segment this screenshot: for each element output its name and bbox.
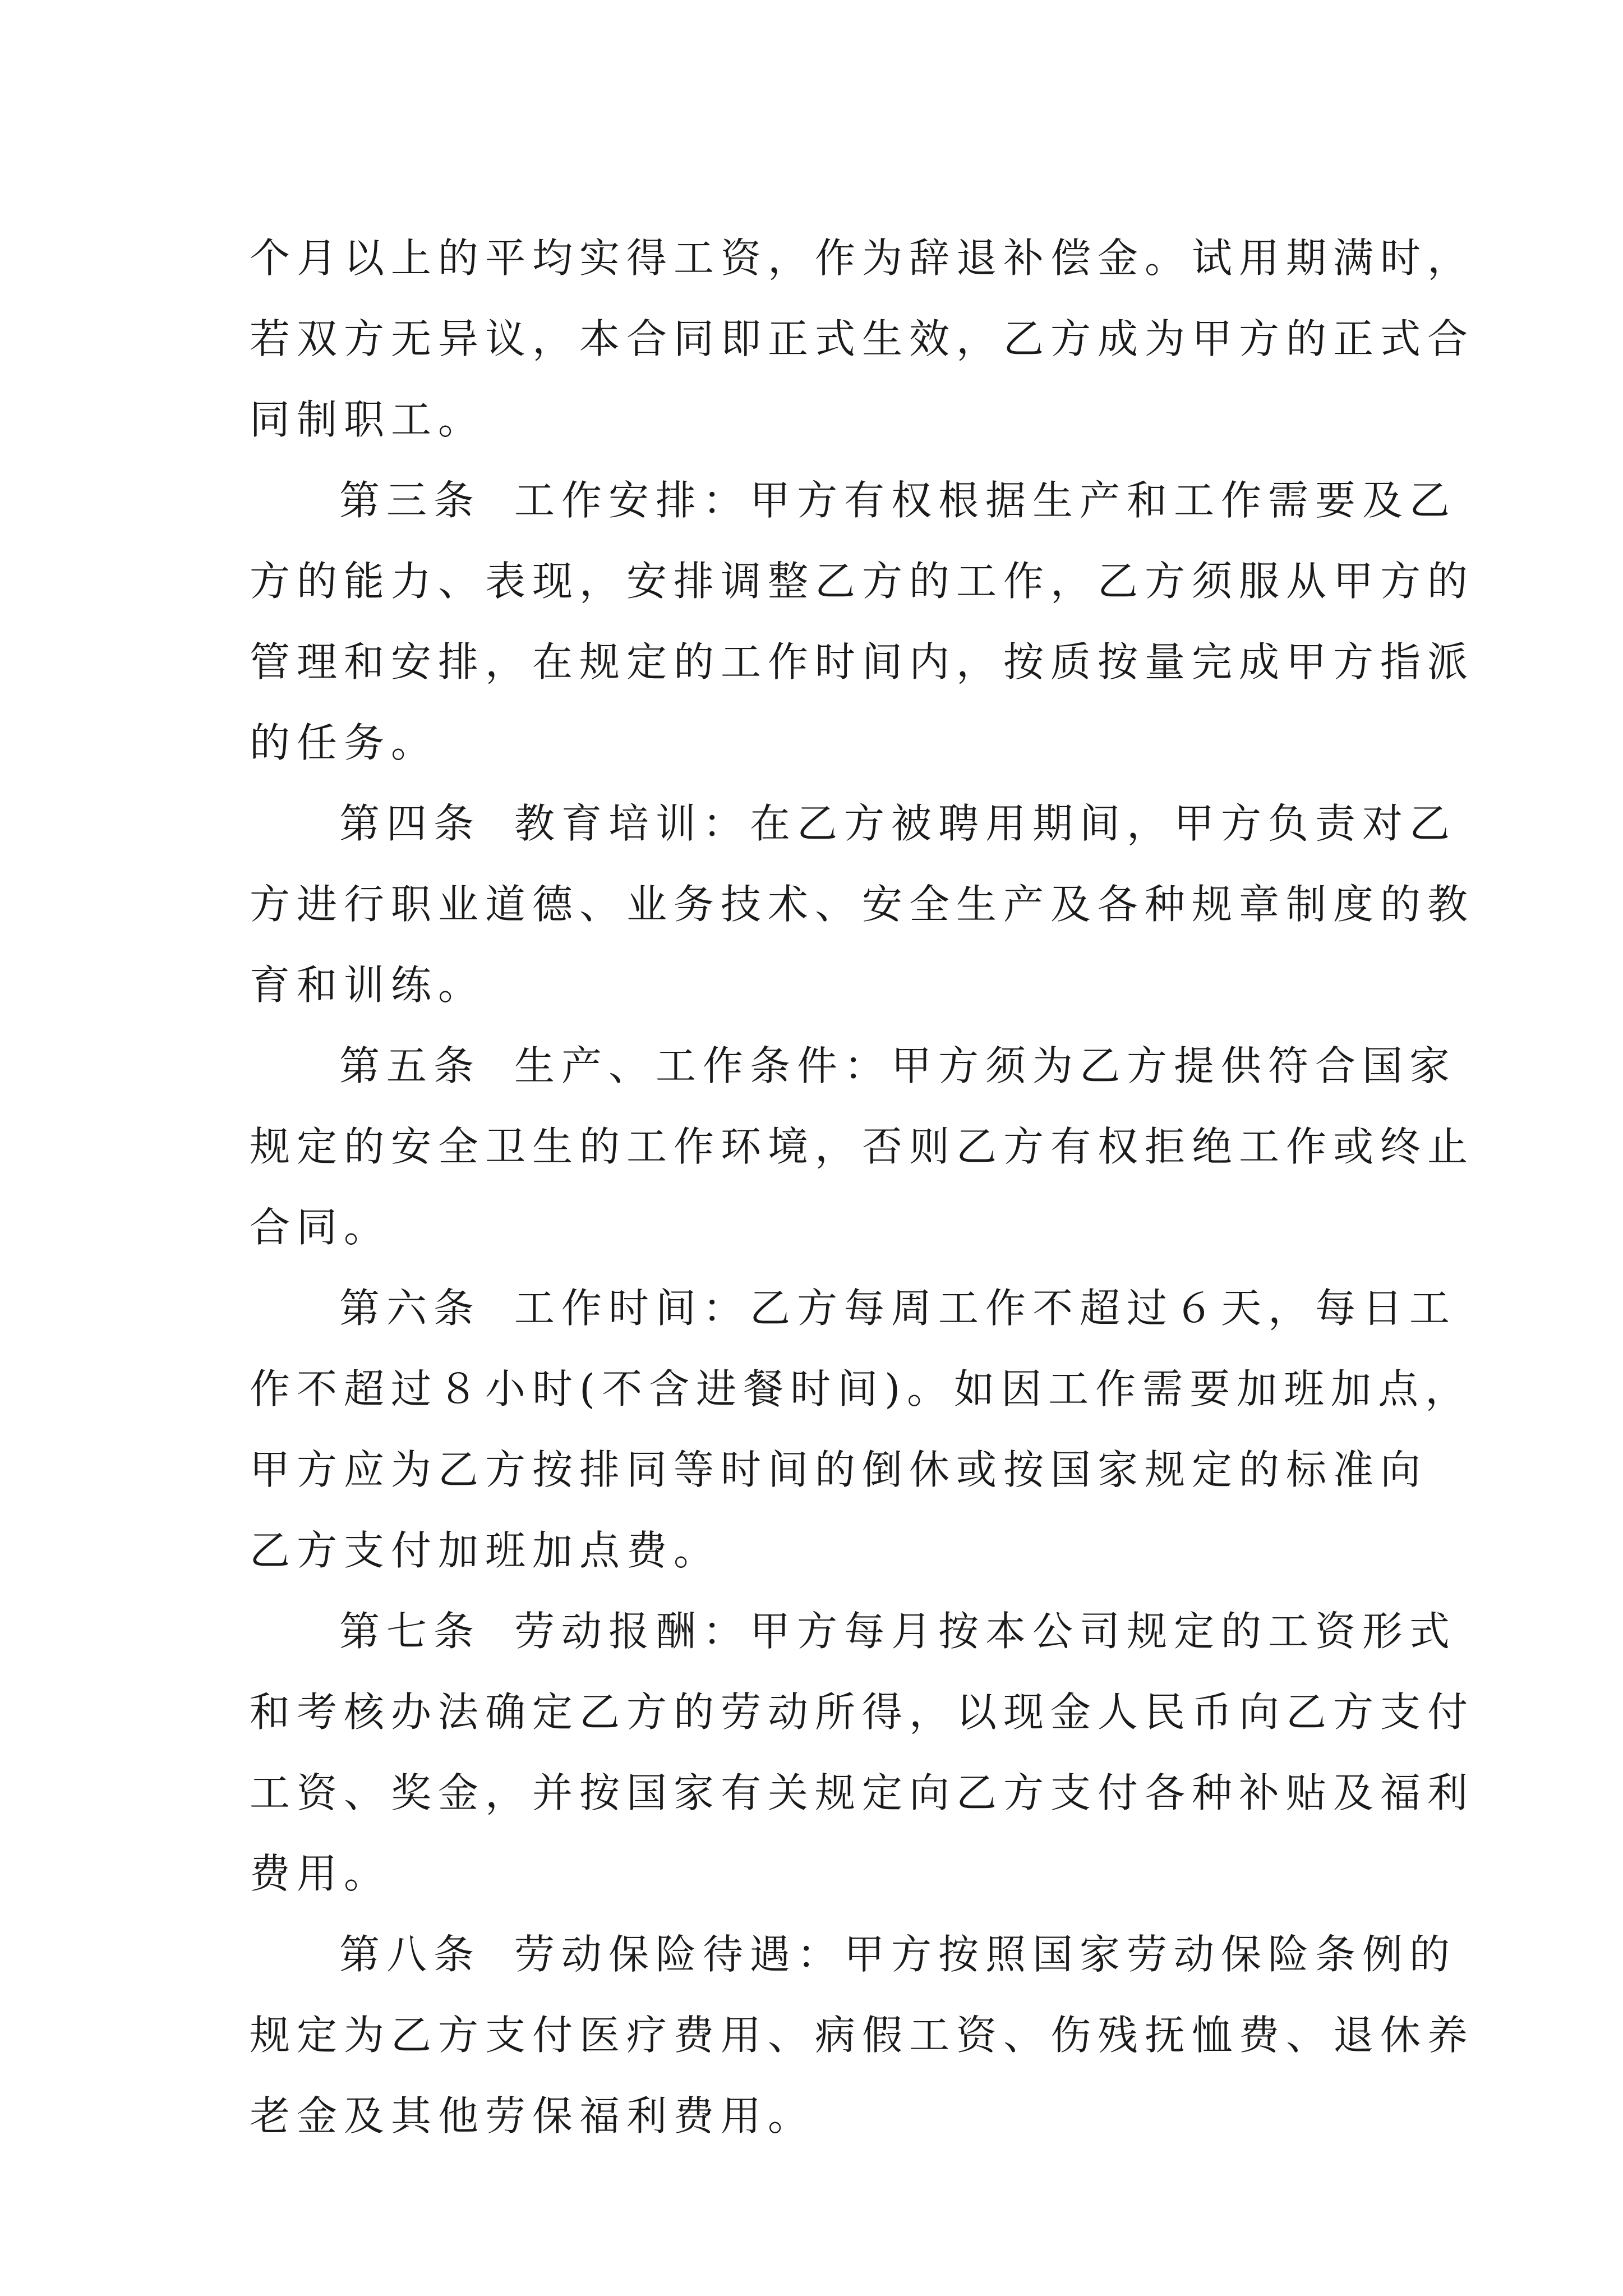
article-3-heading: 第三条 — [339, 477, 481, 524]
article-6-first-line — [250, 1268, 1457, 1349]
text-line: 老金及其他劳保福利费用。 — [250, 2092, 815, 2139]
article-7-text: 劳动报酬：甲方每月按本公司规定的工资形式 — [514, 1608, 1457, 1655]
article-5-text: 生产、工作条件：甲方须为乙方提供符合国家 — [514, 1042, 1457, 1089]
text-line: 合同。 — [250, 1204, 391, 1251]
text-line: 育和训练。 — [250, 961, 486, 1009]
article-4-heading: 第四条 — [339, 800, 481, 847]
text-line: 同制职工。 — [250, 396, 486, 443]
text-line: 方的能力、表现，安排调整乙方的工作，乙方须服从甲方的 — [250, 558, 1475, 605]
article-5-heading: 第五条 — [339, 1042, 481, 1089]
article-8-first-line — [250, 1914, 1457, 1995]
article-4-first-line — [250, 783, 1457, 864]
text-line: 规定为乙方支付医疗费用、病假工资、伤残抚恤费、退休养 — [250, 2012, 1475, 2059]
text-line: 规定的安全卫生的工作环境，否则乙方有权拒绝工作或终止 — [250, 1123, 1475, 1170]
article-8-heading: 第八条 — [339, 1931, 481, 1978]
text-line: 和考核办法确定乙方的劳动所得，以现金人民币向乙方支付 — [250, 1688, 1475, 1736]
article-7-first-line — [250, 1591, 1457, 1672]
text-line: 的任务。 — [250, 719, 439, 766]
article-6-text: 工作时间：乙方每周工作不超过６天，每日工 — [514, 1285, 1457, 1332]
text-line: 乙方支付加班加点费。 — [250, 1527, 721, 1574]
text-line: 个月以上的平均实得工资，作为辞退补偿金。试用期满时， — [250, 234, 1475, 282]
article-8-text: 劳动保险待遇：甲方按照国家劳动保险条例的 — [514, 1931, 1457, 1978]
text-line: 工资、奖金，并按国家有关规定向乙方支付各种补贴及福利 — [250, 1769, 1475, 1816]
text-line: 方进行职业道德、业务技术、安全生产及各种规章制度的教 — [250, 881, 1475, 928]
article-3-first-line — [250, 460, 1457, 541]
article-3-text: 工作安排：甲方有权根据生产和工作需要及乙 — [514, 477, 1457, 524]
text-line: 作不超过８小时(不含进餐时间)。如因工作需要加班加点， — [250, 1365, 1473, 1412]
text-line: 甲方应为乙方按排同等时间的倒休或按国家规定的标准向 — [250, 1446, 1428, 1493]
article-6-heading: 第六条 — [339, 1285, 481, 1332]
document-body — [250, 218, 1475, 2156]
article-5-first-line — [250, 1025, 1457, 1106]
text-line: 费用。 — [250, 1850, 391, 1897]
text-line: 管理和安排，在规定的工作时间内，按质按量完成甲方指派 — [250, 638, 1475, 685]
article-7-heading: 第七条 — [339, 1608, 481, 1655]
text-line: 若双方无异议，本合同即正式生效，乙方成为甲方的正式合 — [250, 315, 1475, 362]
article-4-text: 教育培训：在乙方被聘用期间，甲方负责对乙 — [514, 800, 1457, 847]
